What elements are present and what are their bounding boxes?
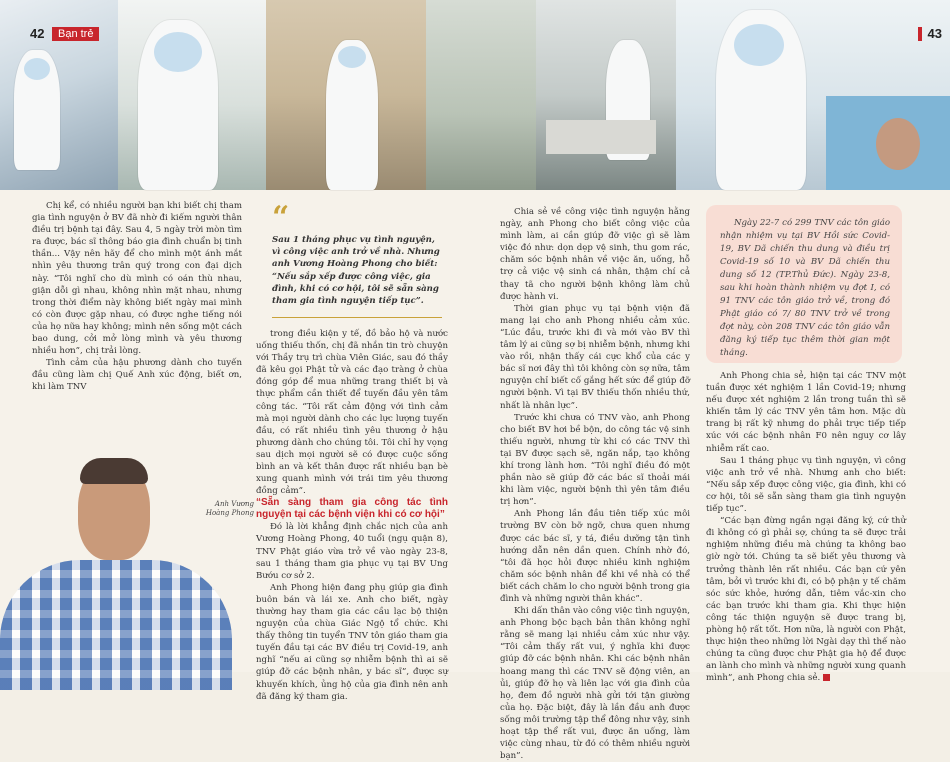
column-4 [706,370,906,684]
subheading: “Sẵn sàng tham gia công tác tình nguyện tại các bệnh viện khi có cơ hội” [256,497,448,521]
face-shield [338,46,366,68]
paragraph: Chia sẻ về công việc tình nguyện hằng ngày, anh Phong cho biết công việc của mình làm, ai cần giúp đỡ việc gì sẽ làm việc đó như: dọn dẹp vệ sinh, thu gom rác, chăm sóc bệnh nhân về việc ăn, uống, hỗ trợ cả việc vệ sinh cá nhân, thậm chí cả thay tã cho người bệnh không làm chủ được hành vi. [500,207,690,302]
patient-figure [876,118,920,170]
column-3 [500,206,690,762]
section-tag: Bạn trẻ [52,27,99,41]
paragraph: Tình cảm của hậu phương dành cho tuyến đầu cũng làm chị Quế Anh xúc động, biết ơn, khi làm TNV [32,358,242,393]
photo-caring-patient [676,0,950,190]
portrait-caption: Anh Vương Hoàng Phong [205,500,254,517]
portrait-photo [0,440,232,672]
paragraph: Đó là lời khẳng định chắc nịch của anh Vương Hoàng Phong, 40 tuổi (ngụ quận 8), TNV Phật giáo vừa trở về vào ngày 23-8, sau 1 tháng tham gia phục vụ tại BV Ung Bướu cơ sở 2. [256,522,448,581]
paragraph: Anh Phong chia sẻ, hiện tại các TNV một tuần được xét nghiệm 1 lần Covid-19; nhưng nếu được xét nghiệm 2 lần trong tuần thì sẽ khiến tâm lý các TNV yên tâm hơn. Mặc dù trang bị rất kỹ nhưng do phải trực tiếp tiếp xúc với các bệnh nhân F0 nên nguy cơ lây nhiễm rất cao. [706,371,906,454]
paragraph: Anh Phong hiện đang phụ giúp gia đình buôn bán và lái xe. Anh cho biết, ngày thường hay tham gia các cầu lạc bộ thiện nguyện của chùa Giác Ngộ tổ chức. Khi thấy thông tin tuyển TNV tôn giáo tham gia tuyến đầu tại các BV điều trị Covid-19, anh nghĩ “nếu ai cũng sợ nhiễm bệnh thì ai sẽ giúp đỡ các bệnh nhân, y bác sĩ”, được sự khuyến khích, ủng hộ của gia đình nên anh đã đăng ký tham gia. [256,582,448,702]
info-box [706,205,902,363]
info-box-text [720,217,890,360]
pull-quote [272,200,442,318]
column-2 [256,328,448,703]
paragraph: trong điều kiện y tế, đồ bảo hộ và nước uống thiếu thốn, chị đã nhắn tin trò chuyện với Thầy trụ trì chùa Viên Giác, sau đó thầy đã kêu gọi Phật tử và các đạo tràng ở chùa đóng góp để mua những trang thiết bị và thực phẩm cần thiết để tuyến đầu yên tâm công tác. “Tôi rất cảm động với tình cảm mà mọi người dành cho các lực lượng tuyến đầu, có rất nhiều tình yêu thương ở hậu phương dành cho chúng tôi. Tôi chỉ hy vọng sau dịch mọi người sẽ có được cuộc sống bình an và kết thân được rất nhiều bạn bè xung quanh mình với trái tim yêu thương đồng cảm”. [256,329,448,497]
page-number-left: 42 [30,26,45,41]
paragraph: Sau 1 tháng phục vụ tình nguyện, vì công việc anh trở về nhà. Nhưng anh cho biết: “Nếu sắp xếp được công việc, gia đình, khi có cơ hội, tôi sẽ sẵn sàng tham gia tình nguyện tiếp tục”. [706,455,906,515]
hospital-bed [546,120,656,154]
quote-divider [272,317,442,318]
paragraph: Khi dấn thân vào công việc tình nguyện, anh Phong bộc bạch bản thân không nghĩ rằng sẽ mang lại nhiều cảm xúc như vậy. “Tôi cảm thấy rất vui, ý nghĩa khi được giúp đỡ các bệnh nhân. Khi các bệnh nhân hoang mang thì các TNV sẽ động viên, an ủi, giúp đỡ họ và liên lạc với gia đình của họ, đem đồ người nhà gửi tới tận giường của họ. Đặc biệt, đây là lần đầu anh được sống môi trường tập thể đông như vậy, sinh hoạt tập thể rất vui, được ăn uống, làm việc cùng nhau, từ đó có thêm nhiều người bạn”. [500,606,690,762]
info-box-paragraph: Ngày 22-7 có 299 TNV các tôn giáo nhận nhiệm vụ tại BV Hồi sức Covid-19, BV Dã chiến thu dung và điều trị Covid-19 số 10 và BV Dã chiến thu dung số 12 (TP.Thủ Đức). Ngày 23-8, sau khi hoàn thành nhiệm vụ đợt I, có 91 TNV các tôn giáo trở về, trong đó Phật giáo có 7/ 80 TNV trở về trong đợt này, còn 208 TNV các tôn giáo vẫn đăng ký tiếp tục thêm thời gian một tháng. [720,218,890,358]
paragraph: Anh Phong lần đầu tiên tiếp xúc môi trường BV còn bỡ ngỡ, chưa quen nhưng được các bác sĩ, y tá, điều dưỡng tận tình hướng dẫn nên dần quen. Chính nhờ đó, “tôi đã học hỏi được nhiều kinh nghiệm chăm sóc bệnh nhân để khi về nhà có thể biết cách chăm lo cho người bệnh trong gia đình và những người thân khác”. [500,509,690,604]
accent-bar-right [918,27,922,41]
face-shield [734,24,784,66]
photo-doorway [426,0,536,190]
column-1 [32,200,242,394]
quote-mark: “ [272,200,290,235]
face-shield [154,32,202,72]
page-number-right: 43 [927,26,942,41]
face-shield [24,58,50,80]
pull-quote-text: Sau 1 tháng phục vụ tình nguyện, vì công việc anh trở về nhà. Nhưng anh Vương Hoàng Phong cho biết: “Nếu sắp xếp được công việc, gia đình, khi có cơ hội, tôi sẽ sẵn sàng tham gia tình nguyện tiếp tục”. [272,235,440,307]
photo-strip [0,0,950,190]
photo-iv-drip [118,0,266,190]
photo-patient-bed [536,0,676,190]
paragraph: Thời gian phục vụ tại bệnh viện đã mang lại cho anh Phong nhiều cảm xúc. “Lúc đầu, trước khi đi và mới vào BV thì tâm lý ai cũng sợ bị nhiễm bệnh, nhưng khi vào rồi, nhận thấy cái cực khổ của các y bác sĩ nơi đây thì tôi không còn sợ nữa, tâm nguyện chỉ biết cố gắng hết sức để giúp đỡ người bệnh. Vì tại BV thiếu thốn nhiều thứ, nhất là nhân lực”. [500,303,690,411]
photo-hospital-corridor [266,0,426,190]
plaid-shirt [0,560,232,690]
paragraph [706,515,906,684]
paragraph-text: “Các bạn đừng ngần ngại đăng ký, cứ thử đi không có gì phải sợ, chúng ta sẽ được trải nghiệm những điều mà chúng ta không bao giờ ngờ tới. Chúng ta sẽ biết yêu thương và trưởng thành lên rất nhiều. Các bạn cứ yên tâm, bởi vì trước khi đi, có bộ phận y tế chăm sóc sức khỏe, hướng dẫn, tiêm vắc-xin cho các bạn trước khi tham gia. Khi thực hiện công tác thiện nguyện sẽ được trang bị, phòng hộ rất tốt. Hơn nữa, là người con Phật, thực hiện theo những lời Ngài dạy thì thế nào chúng ta cũng được chư Phật gia hộ để được an lành cho mình và những người xung quanh mình”, anh Phong chia sẻ. [706,516,906,684]
end-mark-icon [823,674,830,681]
portrait-hair [80,458,148,484]
paragraph: Chị kể, có nhiều người bạn khi biết chị tham gia tình nguyện ở BV đã nhờ đi kiếm người thân điều trị bệnh tại đây. Sau 4, 5 ngày trời mòn tìm ra được, bác sĩ thông báo gia đình chuẩn bị tinh thần... Vậy nên hãy để cho mình một ánh mắt nhìn yêu thương trân quý trong con đại dịch này. “Tôi nghĩ cho dù mình có oán thù nhau, giận dỗi gì nhau, không nhìn mặt nhau, nhưng trong thời điểm này không biết ngày mai mình có còn được gặp nhau, có được nghe tiếng nói của họ nữa hay không; mình nên sống một cách bao dung, cởi mở lòng mình và yêu thương nhiều hơn”, chị trải lòng. [32,201,242,357]
paragraph: Trước khi chưa có TNV vào, anh Phong cho biết BV hơi bề bộn, do công tác vệ sinh thiếu người, nhưng từ khi có các TNV thì tại BV được sạch sẽ, ngăn nắp, tạo không khí trong lành hơn. “Tôi nghĩ điều đó một phần nào sẽ giúp đỡ các bác sĩ thoải mái khi làm việc, người bệnh thì yên tâm điều trị hơn”. [500,412,690,508]
